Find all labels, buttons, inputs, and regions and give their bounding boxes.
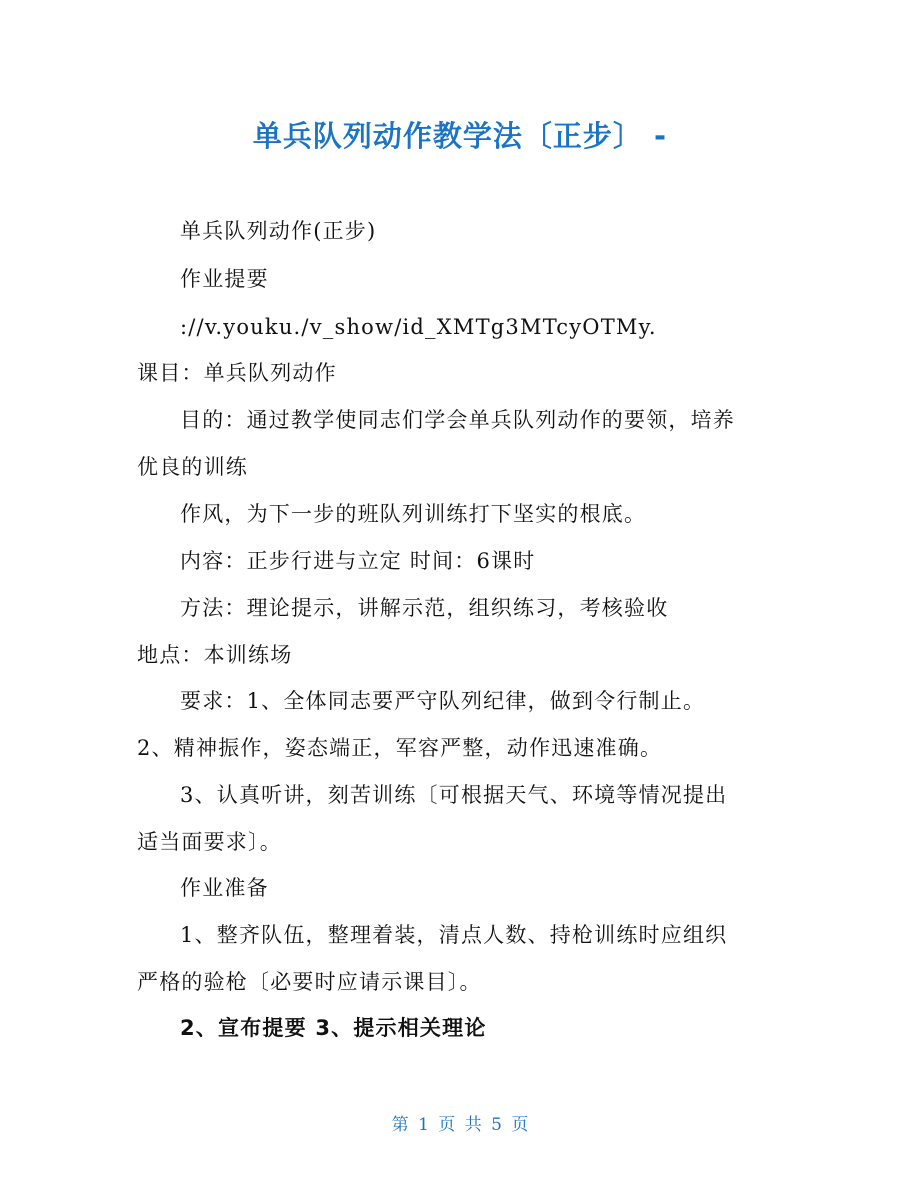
text-line-16: 1、整齐队伍，整理着装，清点人数、持枪训练时应组织 [180, 923, 728, 947]
text-line-2: 作业提要 [180, 267, 269, 291]
text-line-9: 方法：理论提示，讲解示范，组织练习，考核验收 [180, 596, 669, 620]
text-line-11: 要求：1、全体同志要严守队列纪律，做到令行制止。 [180, 689, 706, 713]
text-line-5: 目的：通过教学使同志们学会单兵队列动作的要领，培养 [180, 408, 735, 432]
text-line-12: 2、精神振作，姿态端正，军容严整，动作迅速准确。 [137, 736, 663, 760]
text-line-15: 作业准备 [180, 876, 269, 900]
text-line-4: 课目：单兵队列动作 [137, 361, 337, 385]
text-line-6: 优良的训练 [137, 455, 248, 479]
text-line-7: 作风，为下一步的班队列训练打下坚实的根底。 [180, 502, 647, 526]
page-footer: 第 1 页 共 5 页 [391, 1115, 529, 1135]
document-title: 单兵队列动作教学法〔正步〕 - [252, 119, 668, 153]
text-line-14: 适当面要求〕。 [137, 830, 282, 854]
text-line-8: 内容：正步行进与立定 时间：6课时 [180, 549, 536, 573]
text-line-18-bold: 2、宣布提要 3、提示相关理论 [180, 1016, 487, 1040]
text-line-13: 3、认真听讲，刻苦训练〔可根据天气、环境等情况提出 [180, 783, 728, 807]
text-line-17: 严格的验枪〔必要时应请示课目〕。 [137, 970, 482, 994]
text-line-10: 地点：本训练场 [137, 643, 293, 667]
text-line-1: 单兵队列动作(正步) [180, 219, 377, 243]
text-line-3: ://v.youku./v_show/id_XMTg3MTcyOTMy. [180, 315, 657, 339]
